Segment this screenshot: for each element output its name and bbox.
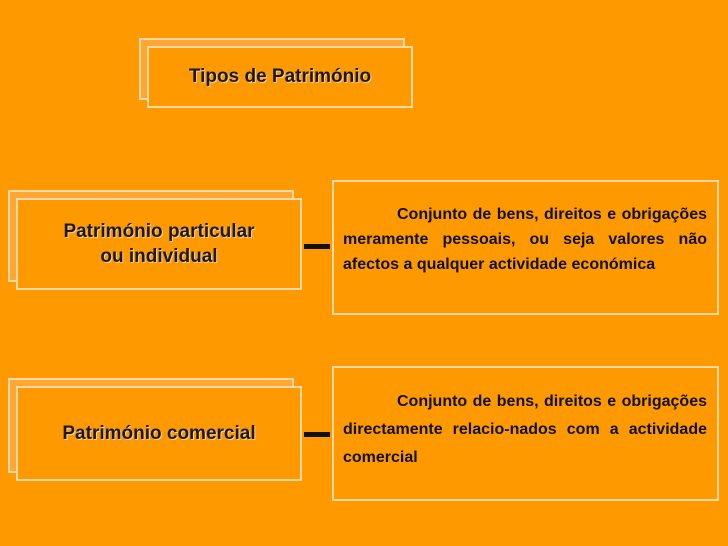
commercial-heritage-description: Conjunto de bens, direitos e obrigações directamente relacio-nados com a actividade comercial [343, 393, 707, 466]
commercial-heritage-description-box [332, 366, 719, 501]
diagram-title: Tipos de Património [188, 66, 372, 87]
personal-heritage-label-line1: Património particular [63, 221, 255, 242]
commercial-connector-line [304, 432, 330, 437]
commercial-heritage-label: Património comercial [62, 422, 256, 444]
personal-heritage-box [8, 190, 302, 290]
personal-heritage-description: Conjunto de bens, direitos e obrigações meramente pessoais, ou seja valores não afectos a qualquer actividade económica [343, 206, 707, 273]
personal-heritage-description-box [332, 180, 719, 315]
personal-heritage-label-line2: ou individual [100, 246, 218, 267]
commercial-heritage-box [8, 378, 302, 481]
title-box-front [147, 46, 413, 108]
personal-connector-line [304, 244, 330, 249]
title-box [139, 38, 413, 108]
personal-heritage-box-front [16, 198, 302, 290]
commercial-heritage-box-front [16, 386, 302, 481]
